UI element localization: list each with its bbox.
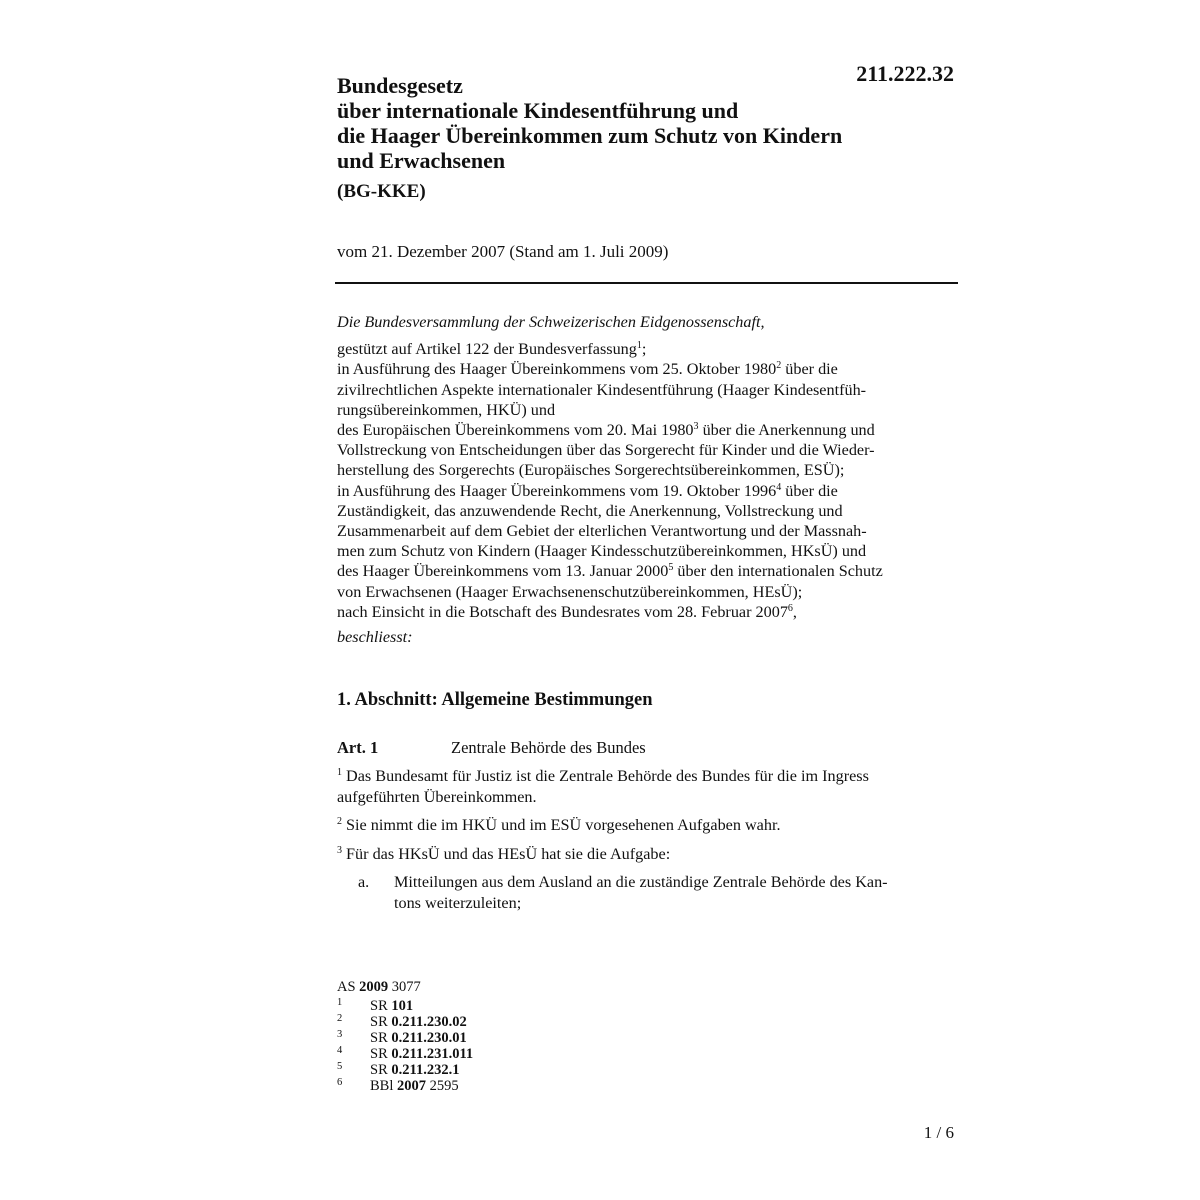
footnote-ref[interactable]: 4 — [776, 481, 782, 493]
footnote-link[interactable]: 0.211.232.1 — [391, 1062, 460, 1078]
resolves-clause: beschliesst: — [337, 628, 413, 647]
recital: gestützt auf Artikel 122 der Bundesverfassung$^1$; — [337, 340, 647, 359]
section-heading: 1. Abschnitt: Allgemeine Bestimmungen — [337, 690, 653, 710]
footnote: 1 SR 101 — [337, 997, 414, 1014]
title-divider — [335, 282, 958, 284]
footnote-link[interactable]: 0.211.230.02 — [391, 1014, 467, 1030]
footnote-number: 4 — [337, 1045, 343, 1056]
title-line: und Erwachsenen — [337, 148, 506, 173]
law-title — [337, 73, 957, 204]
paragraph-number: 3 — [337, 844, 342, 856]
footnote-ref[interactable]: 2 — [776, 360, 782, 372]
title-line: die Haager Übereinkommen zum Schutz von Kindern — [337, 123, 843, 148]
footnote-ref[interactable]: 6 — [787, 602, 793, 614]
list-marker: a. — [358, 873, 370, 891]
recital: des Europäischen Übereinkommens vom 20. Mai 1980$^3$ über die Anerkennung und Vollstreckung von Entscheidungen über das Sorgerecht für Kinder und die Wieder- herstellung des Sorgerechts (Europäisches Sorgerechtsübereinkommen, ESÜ); — [337, 421, 875, 480]
page-number: 1 / 6 — [923, 1123, 954, 1142]
footnote-number: 1 — [337, 997, 343, 1008]
law-date: vom 21. Dezember 2007 (Stand am 1. Juli 2009) — [337, 242, 669, 261]
footnote-ref[interactable]: 5 — [668, 562, 674, 574]
article-heading — [337, 737, 646, 759]
official-compilation-ref: AS 2009 3077 — [337, 979, 421, 995]
paragraph: $^1$ Das Bundesamt für Justiz ist die Zentrale Behörde des Bundes für die im Ingress aufgeführten Übereinkommen. — [337, 767, 869, 806]
footnote-ref[interactable]: 3 — [693, 421, 699, 433]
recital: nach Einsicht in die Botschaft des Bundesrates vom 28. Februar 2007$^6$, — [337, 602, 797, 621]
paragraph-number: 1 — [337, 767, 342, 778]
preamble — [337, 312, 955, 647]
article-title: Zentrale Behörde des Bundes — [451, 738, 646, 757]
footnote: 5 SR 0.211.232.1 — [337, 1061, 460, 1078]
footnotes — [337, 978, 474, 1094]
footnote-link[interactable]: 0.211.231.011 — [391, 1046, 474, 1062]
footnote: 4 SR 0.211.231.011 — [337, 1045, 474, 1062]
footnote-link[interactable]: 2007 — [397, 1078, 426, 1094]
paragraph-number: 2 — [337, 816, 342, 827]
enacting-clause: Die Bundesversammlung der Schweizerischen Eidgenossenschaft, — [337, 313, 765, 331]
footnote-ref[interactable]: 1 — [636, 340, 642, 352]
article-number: Art. 1 — [337, 738, 379, 757]
list-item: a. Mitteilungen aus dem Ausland an die zuständige Zentrale Behörde des Kan- tons weiterzuleiten; — [358, 873, 888, 912]
footnote-number: 2 — [337, 1013, 343, 1024]
law-abbreviation: (BG-KKE) — [337, 181, 426, 202]
footnote: 3 SR 0.211.230.01 — [337, 1029, 467, 1046]
footnote-number: 3 — [337, 1029, 343, 1040]
recital: in Ausführung des Haager Übereinkommens vom 19. Oktober 1996$^4$ über die Zuständigkeit, das anzuwendende Recht, die Anerkennung, Vollstreckung und Zusammenarbeit auf dem Gebiet der elterlichen Verantwortung und der Massnah- men zum Schutz von Kindern (Haager Kindesschutzübereinkommen, HKsÜ) und — [337, 481, 867, 561]
footnote: 2 SR 0.211.230.02 — [337, 1013, 467, 1030]
footnote-number: 6 — [337, 1077, 343, 1088]
footnote-link[interactable]: 0.211.230.01 — [391, 1030, 467, 1046]
sr-number: 211.222.32 — [856, 61, 954, 86]
recital: des Haager Übereinkommens vom 13. Januar 2000$^5$ über den internationalen Schutz von Erwachsenen (Haager Erwachsenenschutzübereinkommen, HEsÜ); — [337, 562, 883, 601]
footnote-link[interactable]: 101 — [391, 998, 414, 1014]
article-body — [337, 766, 955, 913]
recital: in Ausführung des Haager Übereinkommens vom 25. Oktober 1980$^2$ über die zivilrechtlichen Aspekte internationaler Kindesentführung (Haager Kindesentfüh- rungsübereinkommen, HKÜ) und — [337, 360, 867, 419]
title-line: Bundesgesetz — [337, 73, 463, 98]
paragraph: $^2$ Sie nimmt die im HKÜ und im ESÜ vorgesehenen Aufgaben wahr. — [337, 816, 781, 834]
footnote: 6 BBl 2007 2595 — [337, 1077, 459, 1094]
footnote-number: 5 — [337, 1061, 343, 1072]
title-line: über internationale Kindesentführung und — [337, 98, 739, 123]
paragraph: $^3$ Für das HKsÜ und das HEsÜ hat sie die Aufgabe: — [337, 844, 671, 863]
